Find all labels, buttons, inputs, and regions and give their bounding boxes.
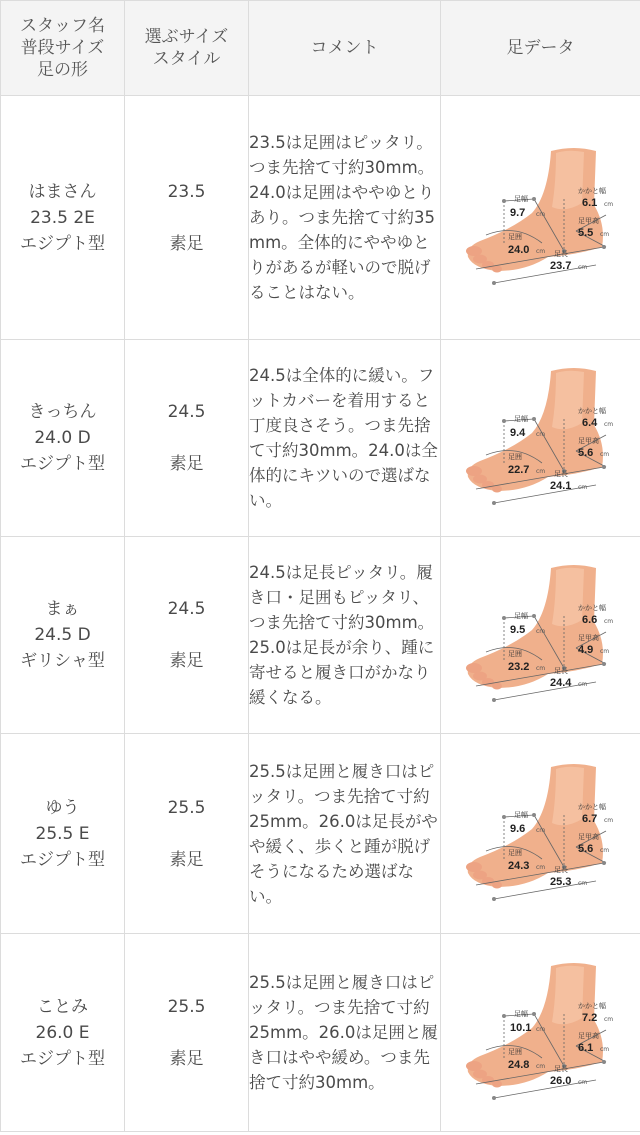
size-cell xyxy=(125,96,249,340)
length-unit: cm xyxy=(577,263,587,271)
foot-data-cell xyxy=(441,734,640,934)
foot-data-cell xyxy=(441,537,640,734)
style-label: 素足 xyxy=(169,651,204,671)
header-size xyxy=(125,1,249,96)
heel-label: かかと幅 xyxy=(577,604,606,612)
staff-foot-shape: エジプト型 xyxy=(20,233,105,254)
width-value: 9.4 xyxy=(509,427,525,439)
staff-foot-shape: エジプト型 xyxy=(20,454,105,474)
length-unit: cm xyxy=(577,484,587,491)
measure-point xyxy=(532,417,536,421)
table-row xyxy=(1,96,640,340)
leg-shading xyxy=(552,371,584,430)
width-label: 足幅 xyxy=(513,415,528,423)
length-unit: cm xyxy=(577,681,587,688)
size-cell xyxy=(125,537,249,734)
style-label: 素足 xyxy=(169,233,204,254)
measure-point xyxy=(602,245,606,249)
instep-label: 足甲高 xyxy=(577,216,599,225)
table-row xyxy=(1,934,640,1132)
measure-point xyxy=(602,861,606,865)
measure-point xyxy=(532,813,536,817)
heel-unit: cm xyxy=(603,618,613,625)
header-row xyxy=(1,1,640,96)
length-label: 足長 xyxy=(553,249,568,258)
header-staff-line: 足の形 xyxy=(37,60,88,80)
width-value: 9.7 xyxy=(509,206,525,219)
measure-point xyxy=(492,501,496,505)
comment-cell: 24.5は全体的に緩い。フットカバーを着用すると丁度良さそう。つま先捨て寸約30mm。24.0は全体的にキツいので選ばない。 xyxy=(249,340,441,537)
toe xyxy=(492,881,502,888)
header-staff-line: 普段サイズ xyxy=(20,38,105,58)
comment-cell: 24.5は足長ピッタリ。履き口・足囲もピッタリ、つま先捨て寸約30mm。25.0は足長が余り、踵に寄せると履き口がかなり緩くなる。 xyxy=(249,537,441,734)
heel-label: かかと幅 xyxy=(577,186,606,195)
heel-unit: cm xyxy=(603,421,613,428)
foot-diagram xyxy=(456,759,626,909)
heel-value: 6.7 xyxy=(581,812,597,825)
measure-point xyxy=(532,197,536,201)
girth-label: 足囲 xyxy=(507,650,522,658)
measure-point xyxy=(492,897,496,901)
staff-name: ことみ xyxy=(37,996,88,1017)
instep-label: 足甲高 xyxy=(577,1031,599,1040)
staff-name: きっちん xyxy=(28,402,97,422)
length-value: 24.1 xyxy=(549,480,571,492)
length-label: 足長 xyxy=(553,667,568,675)
width-label: 足幅 xyxy=(513,810,528,819)
comment-cell: 25.5は足囲と履き口はピッタリ。つま先捨て寸約25mm。26.0は足囲と履き口はやや緩め。つま先捨て寸約30mm。 xyxy=(249,934,441,1132)
length-unit: cm xyxy=(577,879,587,887)
length-value: 24.4 xyxy=(549,677,571,689)
foot-data-cell xyxy=(441,340,640,537)
style-label: 素足 xyxy=(169,849,204,870)
header-comment: コメント xyxy=(249,1,441,96)
instep-value: 6.1 xyxy=(577,1041,593,1054)
measure-point xyxy=(532,1012,536,1016)
style-label: 素足 xyxy=(169,454,204,474)
girth-label: 足囲 xyxy=(507,453,522,461)
instep-label: 足甲高 xyxy=(577,437,599,445)
girth-value: 23.2 xyxy=(507,661,529,673)
width-unit: cm xyxy=(535,628,545,635)
staff-cell xyxy=(1,934,125,1132)
length-label: 足長 xyxy=(553,865,568,874)
comment-cell: 25.5は足囲と履き口はピッタリ。つま先捨て寸約25mm。26.0は足長がやや緩く、歩くと踵が脱げそうになるため選ばない。 xyxy=(249,734,441,934)
staff-cell xyxy=(1,734,125,934)
chosen-size: 24.5 xyxy=(167,402,206,422)
width-unit: cm xyxy=(535,826,545,834)
leg-shading xyxy=(552,766,584,825)
instep-unit: cm xyxy=(599,1045,609,1053)
leg-shading xyxy=(552,568,584,627)
toe xyxy=(492,1080,502,1087)
foot-diagram xyxy=(456,958,626,1108)
toe xyxy=(466,246,482,256)
heel-value: 7.2 xyxy=(581,1011,597,1024)
measure-point xyxy=(602,465,606,469)
header-staff-line: スタッフ名 xyxy=(20,16,105,36)
staff-usual-size: 24.5 D xyxy=(34,625,91,645)
instep-unit: cm xyxy=(599,846,609,854)
measure-point xyxy=(492,281,496,285)
girth-value: 22.7 xyxy=(507,464,529,476)
heel-label: かかと幅 xyxy=(577,802,606,811)
width-value: 9.5 xyxy=(509,624,525,636)
header-size-line: スタイル xyxy=(152,49,221,69)
width-value: 9.6 xyxy=(509,822,525,835)
heel-unit: cm xyxy=(603,1015,613,1023)
width-label: 足幅 xyxy=(513,1009,528,1018)
length-unit: cm xyxy=(577,1078,587,1086)
instep-value: 5.5 xyxy=(577,226,593,239)
girth-unit: cm xyxy=(535,1062,545,1070)
staff-name: まぁ xyxy=(45,599,80,619)
length-label: 足長 xyxy=(553,470,568,478)
table-row xyxy=(1,734,640,934)
staff-foot-shape: ギリシャ型 xyxy=(20,651,105,671)
girth-unit: cm xyxy=(535,665,545,672)
staff-usual-size: 25.5 E xyxy=(35,823,90,844)
header-staff xyxy=(1,1,125,96)
instep-label: 足甲高 xyxy=(577,832,599,841)
width-label: 足幅 xyxy=(513,612,528,620)
heel-unit: cm xyxy=(603,816,613,824)
girth-value: 24.0 xyxy=(507,243,529,256)
table-row xyxy=(1,340,640,537)
toe xyxy=(466,862,482,872)
instep-unit: cm xyxy=(599,451,609,458)
leg-shading xyxy=(552,150,584,209)
foot-data-cell xyxy=(441,96,640,340)
width-unit: cm xyxy=(535,210,545,218)
measure-point xyxy=(502,1014,506,1018)
girth-value: 24.8 xyxy=(507,1058,529,1071)
measure-point xyxy=(502,616,506,620)
width-unit: cm xyxy=(535,1025,545,1033)
instep-unit: cm xyxy=(599,648,609,655)
chosen-size: 25.5 xyxy=(167,797,206,818)
girth-unit: cm xyxy=(535,247,545,255)
length-value: 23.7 xyxy=(549,259,571,272)
length-label: 足長 xyxy=(553,1064,568,1073)
staff-usual-size: 23.5 2E xyxy=(30,207,95,228)
girth-value: 24.3 xyxy=(507,859,529,872)
heel-label: かかと幅 xyxy=(577,407,606,415)
staff-usual-size: 24.0 D xyxy=(34,428,91,448)
staff-foot-shape: エジプト型 xyxy=(20,849,105,870)
chosen-size: 24.5 xyxy=(167,599,206,619)
table-row xyxy=(1,537,640,734)
girth-unit: cm xyxy=(535,863,545,871)
size-cell xyxy=(125,734,249,934)
toe xyxy=(466,663,482,673)
measure-point xyxy=(492,698,496,702)
toe xyxy=(492,486,502,493)
staff-foot-shape: エジプト型 xyxy=(20,1048,105,1069)
header-foot-data: 足データ xyxy=(441,1,640,96)
instep-value: 5.6 xyxy=(577,447,593,459)
measure-point xyxy=(602,1060,606,1064)
style-label: 素足 xyxy=(169,1048,204,1069)
instep-label: 足甲高 xyxy=(577,634,599,642)
foot-data-cell xyxy=(441,934,640,1132)
comment-cell: 23.5は足囲はピッタリ。つま先捨て寸約30mm。24.0は足囲はややゆとりあり。つま先捨て寸約35mm。全体的にややゆとりがあるが軽いので脱げることはない。 xyxy=(249,96,441,340)
leg-shading xyxy=(552,965,584,1024)
heel-value: 6.6 xyxy=(581,614,597,626)
heel-value: 6.1 xyxy=(581,196,597,209)
toe xyxy=(466,1061,482,1071)
measure-point xyxy=(532,614,536,618)
girth-label: 足囲 xyxy=(507,232,522,241)
measure-point xyxy=(502,199,506,203)
toe xyxy=(492,265,502,272)
chosen-size: 23.5 xyxy=(167,181,206,202)
width-label: 足幅 xyxy=(513,194,528,203)
staff-name: ゆう xyxy=(45,797,80,818)
length-value: 25.3 xyxy=(549,875,571,888)
instep-unit: cm xyxy=(599,230,609,238)
staff-cell xyxy=(1,537,125,734)
toe xyxy=(466,466,482,476)
foot-diagram xyxy=(456,363,626,513)
width-unit: cm xyxy=(535,431,545,438)
measure-point xyxy=(502,815,506,819)
width-value: 10.1 xyxy=(509,1021,531,1034)
staff-cell xyxy=(1,96,125,340)
measure-point xyxy=(602,662,606,666)
staff-cell xyxy=(1,340,125,537)
length-value: 26.0 xyxy=(549,1074,571,1087)
chosen-size: 25.5 xyxy=(167,996,206,1017)
toe xyxy=(492,683,502,690)
staff-usual-size: 26.0 E xyxy=(35,1022,90,1043)
girth-label: 足囲 xyxy=(507,848,522,857)
size-cell xyxy=(125,934,249,1132)
staff-name: はまさん xyxy=(28,181,97,202)
measure-point xyxy=(492,1096,496,1100)
foot-diagram xyxy=(456,143,626,293)
heel-unit: cm xyxy=(603,200,613,208)
girth-unit: cm xyxy=(535,468,545,475)
foot-diagram xyxy=(456,560,626,710)
size-cell xyxy=(125,340,249,537)
instep-value: 5.6 xyxy=(577,842,593,855)
heel-value: 6.4 xyxy=(581,417,597,429)
girth-label: 足囲 xyxy=(507,1047,522,1056)
measure-point xyxy=(502,419,506,423)
header-size-line: 選ぶサイズ xyxy=(144,27,229,47)
heel-label: かかと幅 xyxy=(577,1001,606,1010)
instep-value: 4.9 xyxy=(577,644,593,656)
